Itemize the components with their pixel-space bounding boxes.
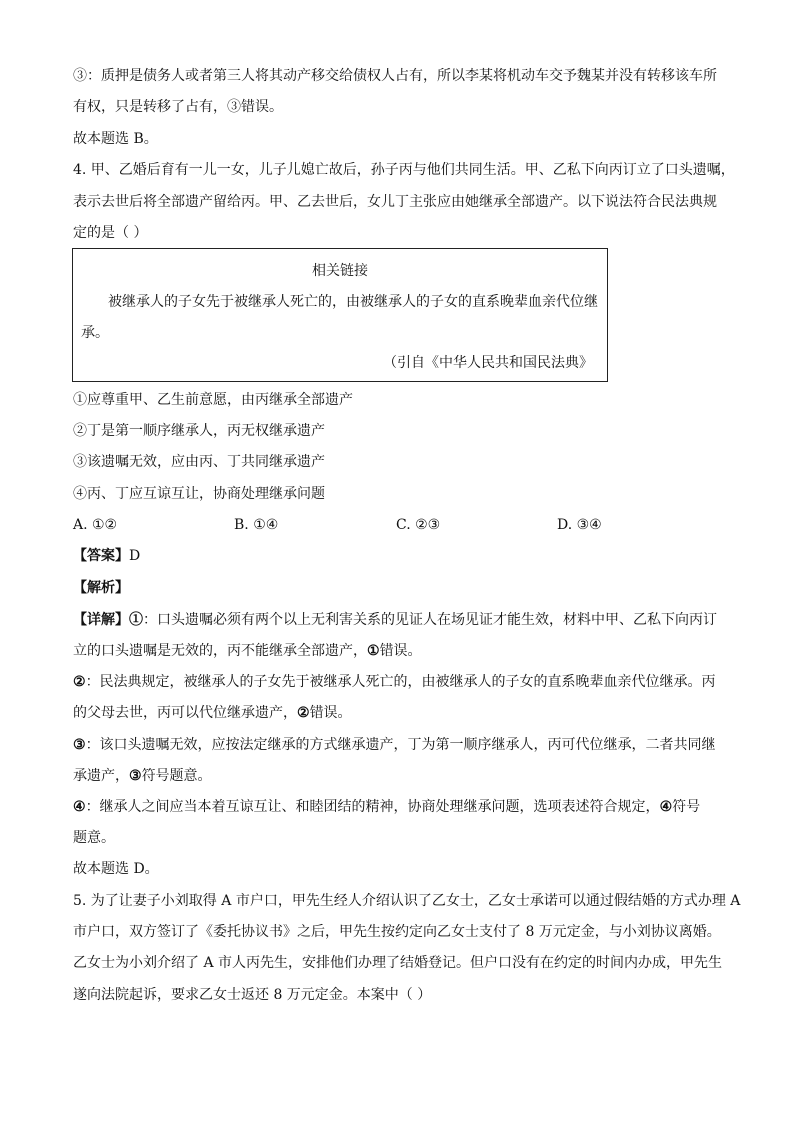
- question-4-stem: 表示去世后将全部遗产留给丙。甲、乙去世后，女儿丁主张应由她继承全部遗产。以下说法符合民法典规: [73, 194, 717, 210]
- box-source: （引自《中华人民共和国民法典》: [383, 355, 593, 371]
- detail-text: 错误。: [379, 643, 422, 659]
- detail-paragraph: [73, 766, 212, 786]
- statement-3: ③该遗嘱无效，应由丙、丁共同继承遗产: [73, 454, 325, 470]
- detail-text: ：继承人之间应当本着互谅互让、和睦团结的精神，协商处理继承问题，选项表述符合规定，: [85, 799, 660, 815]
- box-title: 相关链接: [312, 263, 368, 279]
- option-c: C. ②③: [396, 517, 441, 533]
- option-a: A. ①②: [73, 517, 118, 533]
- statement-2: ②丁是第一顺序继承人，丙无权继承遗产: [73, 423, 325, 439]
- question-5-stem: 乙女士为小刘介绍了 A 市人丙先生，安排他们办理了结婚登记。但户口没有在约定的时间内办成，甲先生: [73, 955, 723, 971]
- circled-number: ③: [73, 737, 86, 753]
- detail-text: ：口头遗嘱必须有两个以上无利害关系的见证人在场见证才能生效，材料中甲、乙私下向丙订: [143, 612, 717, 628]
- question-4-stem: 定的是（ ）: [73, 225, 148, 241]
- answer-select-line: 故本题选 B。: [73, 131, 158, 147]
- detail-text: 立的口头遗嘱是无效的，丙不能继承全部遗产，: [73, 643, 367, 659]
- detail-paragraph: [73, 610, 717, 630]
- text-line: ③：质押是债务人或者第三人将其动产移交给债权人占有，所以李某将机动车交予魏某并没有转移该车所: [73, 68, 717, 84]
- statement-1: ①应尊重甲、乙生前意愿，由丙继承全部遗产: [73, 392, 353, 408]
- text-line: 有权，只是转移了占有，③错误。: [73, 99, 283, 115]
- option-b: B. ①④: [234, 517, 279, 533]
- statement-4: ④丙、丁应互谅互让，协商处理继承问题: [73, 486, 325, 502]
- circled-number: ①: [129, 612, 143, 628]
- detail-text: ：民法典规定，被继承人的子女先于被继承人死亡的，由被继承人的子女的直系晚辈血亲代位继承。丙: [85, 674, 716, 690]
- detail-paragraph: [73, 703, 352, 723]
- related-link-box: [72, 248, 608, 382]
- question-5-stem: 遂向法院起诉，要求乙女士返还 8 万元定金。本案中（ ）: [73, 987, 432, 1003]
- circled-number: ②: [297, 705, 310, 721]
- detail-label: 【详解】: [73, 612, 129, 628]
- box-text: 被继承人的子女先于被继承人死亡的，由被继承人的子女的直系晚辈血亲代位继: [108, 294, 598, 310]
- analysis-label: 【解析】: [73, 580, 129, 596]
- question-5-stem: 市户口，双方签订了《委托协议书》之后，甲先生按约定向乙女士支付了 8 万元定金，与小刘协议离婚。: [73, 924, 721, 940]
- answer-label: 【答案】: [73, 548, 129, 564]
- circled-number: ④: [73, 799, 86, 815]
- detail-paragraph: [73, 641, 422, 661]
- detail-text: 承遗产，: [73, 768, 129, 784]
- detail-paragraph: 题意。: [73, 830, 115, 846]
- detail-text: 的父母去世，丙可以代位继承遗产，: [73, 705, 297, 721]
- answer-line: [73, 546, 140, 566]
- answer-select-line: 故本题选 D。: [73, 861, 159, 877]
- circled-number: ②: [73, 674, 86, 690]
- circled-number: ①: [367, 643, 380, 659]
- circled-number: ③: [129, 768, 142, 784]
- circled-number: ④: [659, 799, 673, 815]
- detail-text: 符号题意。: [141, 768, 212, 784]
- detail-text: 错误。: [309, 705, 352, 721]
- detail-paragraph: [73, 735, 716, 755]
- question-5-stem: 5. 为了让妻子小刘取得 A 市户口，甲先生经人介绍认识了乙女士，乙女士承诺可以通过假结婚的方式办理 A: [73, 893, 741, 909]
- option-d: D. ③④: [557, 517, 602, 533]
- box-text: 承。: [81, 325, 109, 341]
- question-4-stem: 4. 甲、乙婚后育有一儿一女，儿子儿媳亡故后，孙子丙与他们共同生活。甲、乙私下向丙订立了口头遗嘱，: [73, 162, 735, 178]
- detail-paragraph: [73, 797, 700, 817]
- detail-text: ：该口头遗嘱无效，应按法定继承的方式继承遗产，丁为第一顺序继承人，丙可代位继承，二者共同继: [85, 737, 716, 753]
- answer-value: D: [129, 548, 141, 564]
- detail-paragraph: [73, 672, 716, 692]
- detail-text: 符号: [672, 799, 701, 815]
